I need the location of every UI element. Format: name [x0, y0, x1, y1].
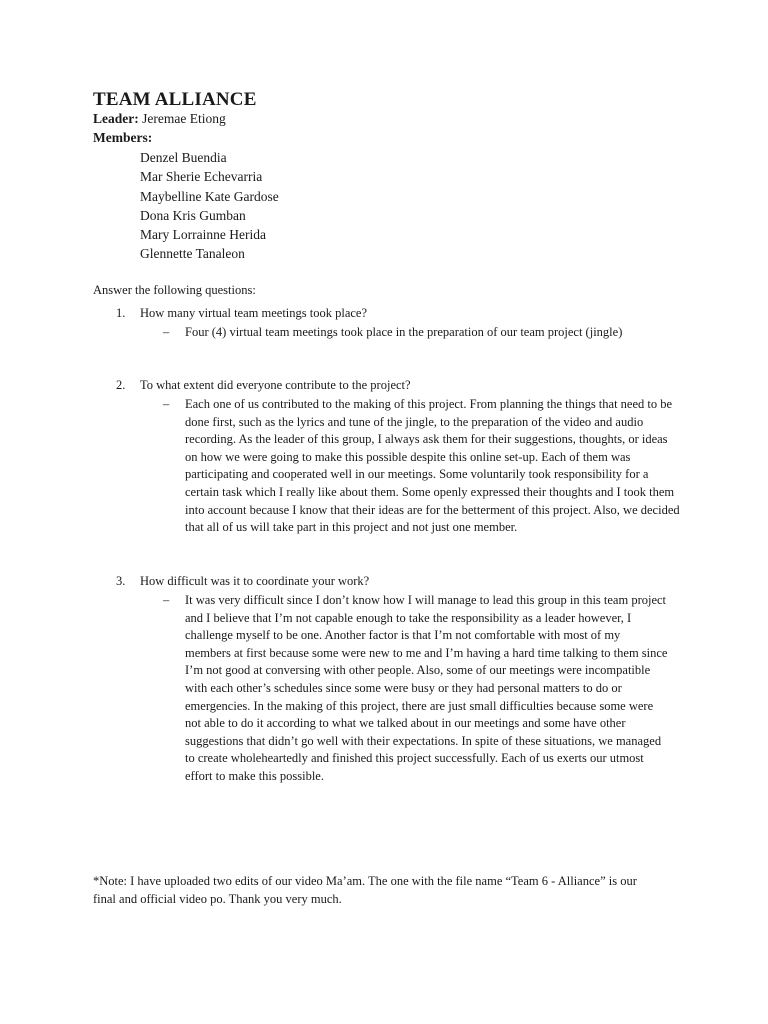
questions-intro: Answer the following questions:	[93, 283, 256, 297]
members-list	[140, 148, 279, 264]
question-1	[116, 305, 367, 323]
member-item: Mar Sherie Echevarria	[140, 169, 263, 185]
member-item: Mary Lorrainne Herida	[140, 227, 266, 243]
member-item: Dona Kris Gumban	[140, 207, 246, 223]
answer-dash: –	[163, 593, 170, 607]
leader-name: Jeremae Etiong	[142, 111, 226, 126]
answer-2	[163, 396, 683, 537]
answer-dash: –	[163, 325, 170, 339]
question-text: To what extent did everyone contribute to the project?	[140, 378, 411, 392]
member-item: Glennette Tanaleon	[140, 246, 245, 262]
question-2	[116, 377, 411, 395]
question-text: How many virtual team meetings took place?	[140, 306, 368, 320]
document-title: TEAM ALLIANCE	[93, 89, 257, 110]
footnote: *Note: I have uploaded two edits of our video Ma’am. The one with the file name “Team 6 - Alliance” is our final and official video po. Thank you very much.	[93, 874, 637, 906]
question-number: 1.	[116, 306, 126, 320]
answer-dash: –	[163, 397, 170, 411]
answer-text: Four (4) virtual team meetings took place in the preparation of our team project (jingle)	[185, 325, 623, 339]
question-number: 2.	[116, 378, 126, 392]
answer-1	[163, 324, 663, 342]
question-3	[116, 573, 369, 591]
member-item: Denzel Buendia	[140, 150, 227, 165]
leader-label: Leader:	[93, 111, 139, 126]
member-item: Maybelline Kate Gardose	[140, 188, 279, 204]
answer-text: Each one of us contributed to the making of this project. From planning the things that need to be done first, such as the lyrics and tune of the jingle, to the preparation of the video and audio recording. As the leader of this group, I always ask them for their suggestions, thoughts, or ideas on how we were going to make this possible despite this online set-up. Each of them was participating and cooperated well in our meetings. Some voluntarily took responsibility for a certain task which I really like about them. Some openly expressed their thoughts and I took them into account because I know that their ideas are for the betterment of this project. Also, we decided that all of us will take part in this project and not just one member.	[185, 397, 680, 535]
leader-line	[93, 110, 226, 128]
members-label: Members:	[93, 130, 153, 145]
question-number: 3.	[116, 574, 126, 588]
answer-3	[163, 592, 668, 786]
answer-text: It was very difficult since I don’t know how I will manage to lead this group in this team project and I believe that I’m not capable enough to take the responsibility as a leader however, I challenge myself to be one. Another factor is that I’m not comfortable with most of my members at first because some were new to me and I’m having a hard time talking to them since I’m not good at conversing with other people. Also, some of our meetings were incompatible with each other’s schedules since some were busy or they had personal matters to do or emergencies. In the making of this project, there are just small difficulties because some were not able to do it according to what we talked about in our meetings and some have other suggestions that didn’t go well with their expectations. In spite of these situations, we managed to create wholeheartedly and finished this project successfully. Each of us exerts our utmost effort to make this possible.	[185, 593, 668, 783]
question-text: How difficult was it to coordinate your work?	[140, 574, 370, 588]
